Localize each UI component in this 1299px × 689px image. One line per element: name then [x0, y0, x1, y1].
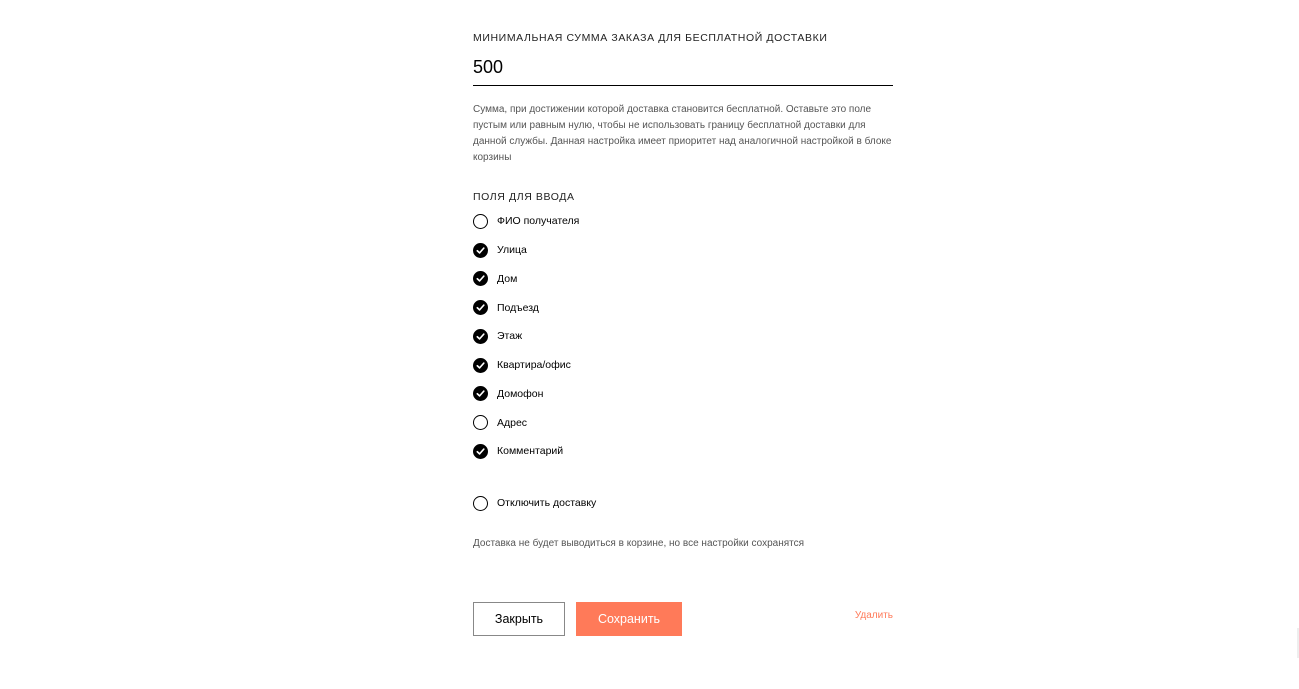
disable-delivery-checkbox[interactable] [473, 489, 596, 518]
close-button[interactable]: Закрыть [473, 602, 565, 636]
min-order-label: МИНИМАЛЬНАЯ СУММА ЗАКАЗА ДЛЯ БЕСПЛАТНОЙ ДОСТАВКИ [473, 32, 828, 44]
delete-link[interactable]: Удалить [854, 610, 893, 621]
checkbox-indicator[interactable] [473, 271, 488, 286]
min-order-hint: Сумма, при достижении которой доставка становится бесплатной. Оставьте это поле пустым или равным нулю, чтобы не использовать границу бесплатной доставки для данной службы. Данная настройка имеет приоритет над аналогичной настройкой в блоке корзины [473, 104, 892, 163]
checkbox-indicator[interactable] [473, 386, 488, 401]
input-fields-list [473, 207, 893, 466]
disable-delivery-label: Отключить доставку [497, 497, 597, 510]
field-checkbox-label: Улица [497, 244, 527, 257]
disable-delivery-hint: Доставка не будет выводиться в корзине, но все настройки сохранятся [473, 538, 805, 549]
field-checkbox-recipient-name[interactable] [473, 207, 893, 236]
checkmark-icon [475, 388, 486, 399]
field-checkbox-apartment[interactable] [473, 351, 893, 380]
field-checkbox-label: Квартира/офис [497, 359, 571, 372]
checkbox-indicator[interactable] [473, 300, 488, 315]
checkbox-indicator[interactable] [473, 329, 488, 344]
checkmark-icon [475, 302, 486, 313]
field-checkbox-address[interactable] [473, 408, 893, 437]
checkbox-indicator[interactable] [473, 415, 488, 430]
field-checkbox-label: Домофон [497, 387, 544, 400]
checkbox-indicator[interactable] [473, 496, 488, 511]
checkbox-indicator[interactable] [473, 243, 488, 258]
save-button[interactable]: Сохранить [576, 602, 682, 636]
min-order-input[interactable] [473, 50, 893, 86]
field-checkbox-label: Комментарий [497, 445, 564, 458]
checkmark-icon [475, 446, 486, 457]
checkbox-indicator[interactable] [473, 358, 488, 373]
field-checkbox-entrance[interactable] [473, 293, 893, 322]
checkmark-icon [475, 360, 486, 371]
checkmark-icon [475, 273, 486, 284]
field-checkbox-house[interactable] [473, 265, 893, 294]
field-checkbox-label: Дом [497, 272, 518, 285]
field-checkbox-street[interactable] [473, 236, 893, 265]
field-checkbox-comment[interactable] [473, 437, 893, 466]
field-checkbox-intercom[interactable] [473, 380, 893, 409]
field-checkbox-floor[interactable] [473, 322, 893, 351]
checkmark-icon [475, 245, 486, 256]
checkbox-indicator[interactable] [473, 214, 488, 229]
field-checkbox-label: Адрес [497, 416, 528, 429]
field-checkbox-label: Подъезд [497, 301, 539, 314]
field-checkbox-label: Этаж [497, 330, 523, 343]
input-fields-label: ПОЛЯ ДЛЯ ВВОДА [473, 191, 575, 203]
field-checkbox-label: ФИО получателя [497, 215, 580, 228]
checkmark-icon [475, 331, 486, 342]
checkbox-indicator[interactable] [473, 444, 488, 459]
